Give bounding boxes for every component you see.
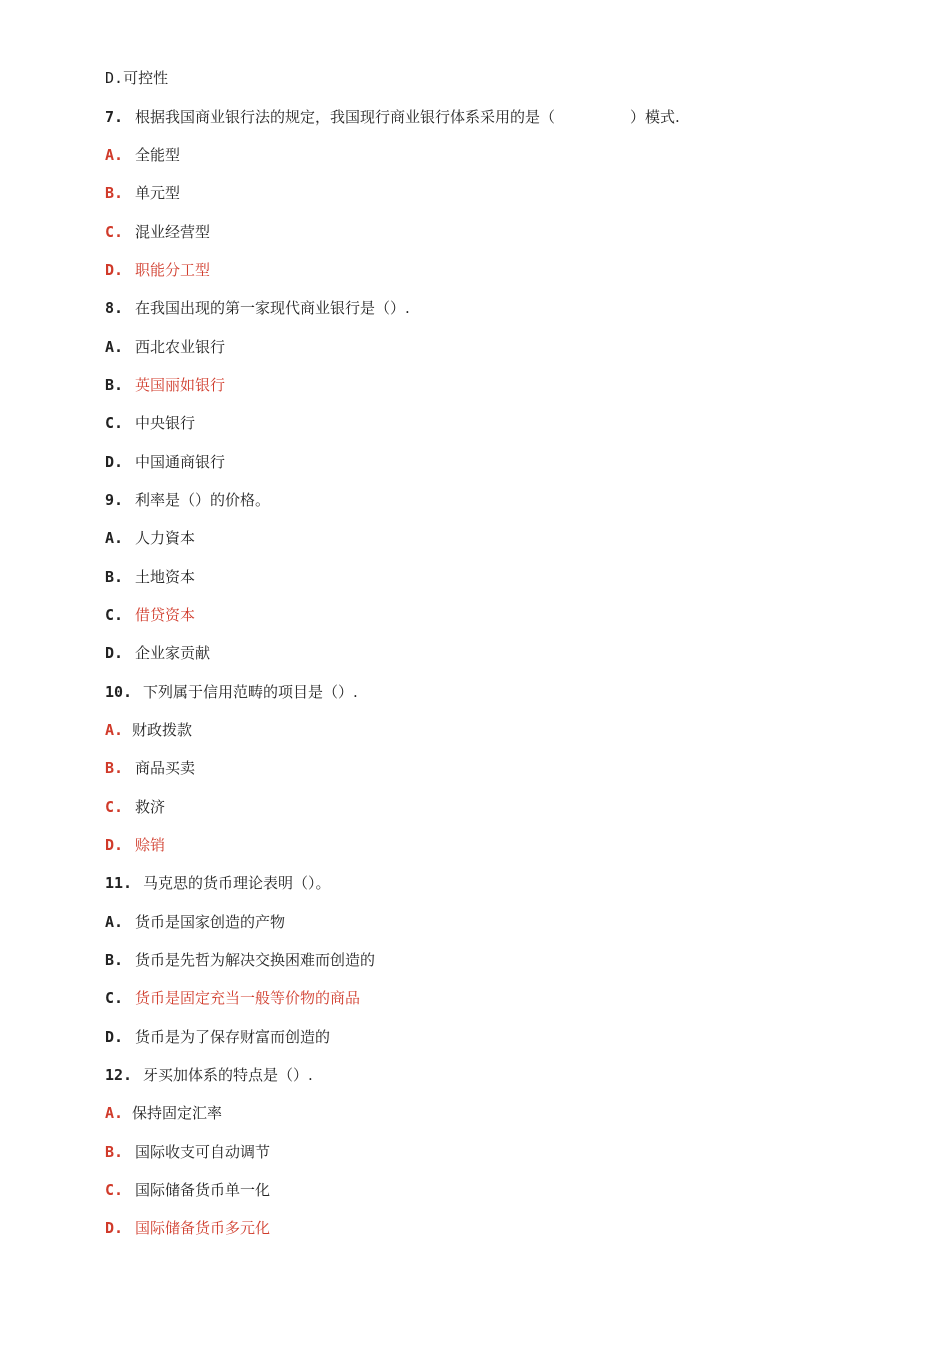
option-label: A. [105,338,124,356]
option-label: A. [105,146,124,164]
option-label: C. [105,606,124,624]
option-label: A. [105,721,124,739]
question-number: 12. [105,1066,133,1084]
question-text: 马克思的货币理论表明（）。 [143,874,331,892]
option-label: D. [105,453,124,471]
option-text: 货币是先哲为解决交换困难而创造的 [135,951,376,969]
option-text: 企业家贡献 [135,644,211,662]
option-label: D. [105,1219,124,1237]
option-label: D. [105,261,124,279]
option-label: B. [105,759,124,777]
option-text: 赊销 [135,836,166,854]
option-text: 国际储备货币多元化 [135,1219,271,1237]
option-text: 混业经营型 [135,223,211,241]
option-6-d [105,66,168,90]
option-text: 中央银行 [135,414,196,432]
option-text: 保持固定汇率 [132,1104,223,1122]
option-text: 货币是国家创造的产物 [135,913,286,931]
option-12-c [105,1178,270,1202]
question-number: 7. [105,108,124,126]
question-text: 下列属于信用范畴的项目是（）. [143,683,358,701]
option-label: D. [105,69,124,87]
option-text: 西北农业银行 [135,338,226,356]
option-label: D. [105,836,124,854]
option-text: 中国通商银行 [135,453,226,471]
option-label: C. [105,1181,124,1199]
option-text: 国际收支可自动调节 [135,1143,271,1161]
option-text: 货币是固定充当一般等价物的商品 [135,989,361,1007]
option-label: A. [105,529,124,547]
option-8-c [105,411,195,435]
option-text: 国际储备货币单一化 [135,1181,271,1199]
option-11-c-answer [105,986,360,1010]
option-label: B. [105,1143,124,1161]
option-7-c [105,220,210,244]
question-text: 在我国出现的第一家现代商业银行是（）. [135,299,410,317]
option-7-b [105,181,180,205]
option-text: 货币是为了保存财富而创造的 [135,1028,331,1046]
option-text: 英国丽如银行 [135,376,226,394]
option-11-a [105,910,285,934]
question-number: 8. [105,299,124,317]
option-label: B. [105,376,124,394]
option-10-d-answer [105,833,165,857]
option-text: 财政拨款 [132,721,193,739]
option-8-b-answer [105,373,225,397]
option-label: A. [105,1104,124,1122]
option-label: B. [105,184,124,202]
option-text: 商品买卖 [135,759,196,777]
question-12 [105,1063,313,1087]
option-text: 救济 [135,798,166,816]
option-7-a [105,143,180,167]
option-text: 土地资本 [135,568,196,586]
option-label: C. [105,989,124,1007]
option-label: B. [105,568,124,586]
option-label: C. [105,223,124,241]
question-text: 根据我国商业银行法的规定，我国现行商业银行体系采用的是（ ）模式. [135,108,680,126]
option-10-c [105,795,165,819]
option-10-a [105,718,192,742]
question-8 [105,296,410,320]
option-label: C. [105,414,124,432]
option-text: 全能型 [135,146,181,164]
question-11 [105,871,331,895]
option-12-a [105,1101,222,1125]
question-text: 利率是（）的价格。 [135,491,271,509]
option-text: 可控性 [123,69,169,87]
question-text: 牙买加体系的特点是（）. [143,1066,313,1084]
option-label: C. [105,798,124,816]
option-11-d [105,1025,330,1049]
option-text: 职能分工型 [135,261,211,279]
question-10 [105,680,358,704]
option-12-d-answer [105,1216,270,1240]
option-8-d [105,450,225,474]
option-text: 单元型 [135,184,181,202]
option-9-a [105,526,195,550]
option-8-a [105,335,225,359]
question-number: 9. [105,491,124,509]
option-text: 人力資本 [135,529,196,547]
option-10-b [105,756,195,780]
option-text: 借贷资本 [135,606,196,624]
option-9-c-answer [105,603,195,627]
option-11-b [105,948,375,972]
question-number: 10. [105,683,133,701]
option-12-b [105,1140,270,1164]
question-number: 11. [105,874,133,892]
option-label: B. [105,951,124,969]
option-label: D. [105,644,124,662]
option-label: A. [105,913,124,931]
option-9-b [105,565,195,589]
question-9 [105,488,270,512]
option-7-d-answer [105,258,210,282]
option-9-d [105,641,210,665]
question-7 [105,105,680,129]
option-label: D. [105,1028,124,1046]
